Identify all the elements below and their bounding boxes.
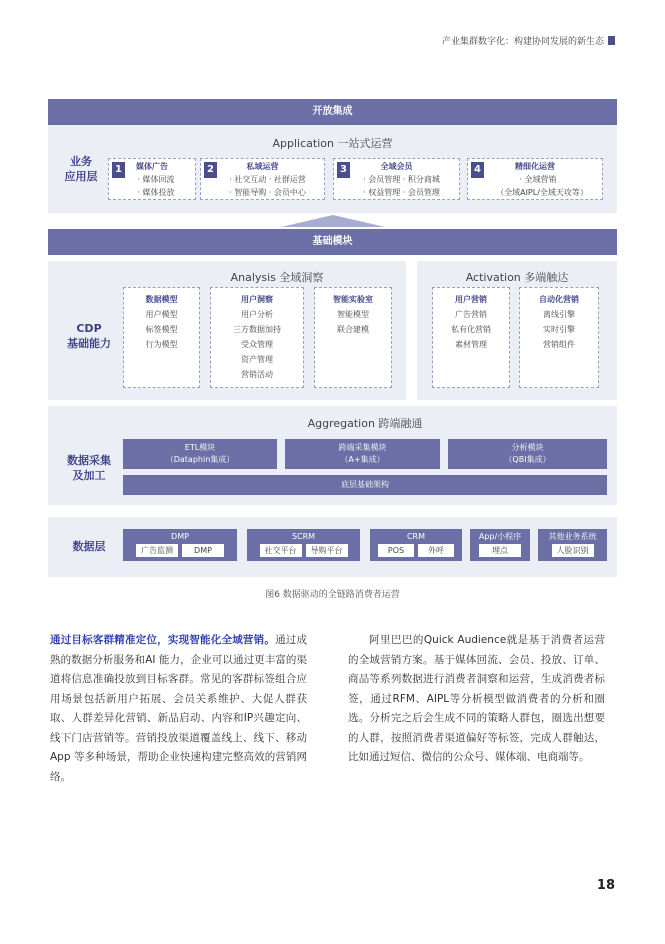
analysis-module-sub: （QBI集成）: [504, 455, 551, 464]
box-line: 三方数据加持: [233, 325, 281, 334]
app-item-number: 3: [337, 162, 350, 178]
app-item-private-domain: [200, 158, 325, 200]
cdp-layer-label-2: 基础能力: [67, 337, 111, 350]
box-line: 离线引擎: [543, 310, 575, 319]
cdp-layer-label: [56, 321, 122, 351]
app-item-title: 媒体广告: [136, 162, 168, 171]
base-infrastructure: 底层基础架构: [123, 475, 607, 495]
application-layer-label: [56, 154, 106, 184]
box-auto-marketing: [519, 287, 599, 388]
box-line: 用户模型: [145, 310, 178, 319]
base-module-bar: 基础模块: [48, 229, 617, 255]
data-box-title: DMP: [171, 532, 189, 541]
cdp-layer-label-1: CDP: [76, 322, 102, 335]
box-line: 标签模型: [145, 325, 178, 334]
data-box-crm: [370, 529, 462, 561]
app-item-line: （全域AIPL/全域天攻等）: [496, 188, 588, 197]
etl-module-title: ETL模块: [184, 443, 216, 452]
app-item-line: · 智能导购 · 会员中心: [229, 188, 306, 197]
box-line: 素材管理: [455, 340, 487, 349]
data-layer-label: 数据层: [72, 540, 106, 553]
box-line: 营销活动: [241, 370, 273, 379]
app-item-line: · 社交互动 · 社群运营: [229, 175, 306, 184]
box-title: 智能实验室: [333, 295, 373, 304]
box-line: 实时引擎: [543, 325, 575, 334]
data-box-dmp: [123, 529, 237, 561]
application-layer: [48, 125, 617, 213]
box-line: 智能模型: [337, 310, 369, 319]
app-item-line: · 媒体回流: [137, 175, 175, 184]
architecture-diagram: [48, 99, 617, 577]
arrow-up-triangle-icon: [281, 215, 385, 227]
application-layer-label-1: 业务: [70, 155, 92, 168]
etl-module: [123, 439, 277, 469]
open-integration-bar: 开放集成: [48, 99, 617, 125]
app-item-membership: [333, 158, 460, 200]
box-line: 营销组件: [543, 340, 575, 349]
page-number: 18: [596, 878, 615, 893]
box-smart-lab: [314, 287, 392, 388]
chip: 人脸识别: [552, 544, 594, 557]
data-box-title: 其他业务系统: [548, 532, 597, 541]
box-title: 用户洞察: [241, 295, 273, 304]
app-item-line: · 会员管理 · 积分商城: [363, 175, 440, 184]
chip: POS: [378, 544, 414, 557]
body-text: 通过成熟的数据分析服务和AI 能力，企业可以通过更丰富的渠道将信息准确投放到目标客群。常见的客群标签组合应用场景包括新用户拓展、会员关系维护、大促人群获取、人群差异化营销、新品启动、内容和IP兴趣定向、线下门店营销等。营销投放渠道覆盖线上、线下、移动 App 等多种场景，帮助企业快速构建完整高效的营销网络。: [50, 634, 308, 783]
box-line: 联合建模: [337, 325, 369, 334]
box-title: 数据模型: [145, 295, 178, 304]
aggregation-layer-label-2: 及加工: [72, 469, 106, 482]
chip: 外呼: [418, 544, 454, 557]
cross-collect-module-sub: （A+集成）: [340, 455, 385, 464]
box-title: 自动化营销: [539, 295, 579, 304]
app-item-number: 4: [471, 162, 484, 178]
box-data-model: [123, 287, 200, 388]
figure-caption: 图6 数据驱动的全链路消费者运营: [265, 590, 400, 600]
app-item-title: 精细化运营: [515, 162, 555, 171]
box-title: 用户营销: [455, 295, 487, 304]
box-line: 资产管理: [241, 355, 273, 364]
cross-collect-module: [285, 439, 440, 469]
cross-collect-module-title: 跨端采集模块: [338, 443, 387, 452]
app-item-line: · 媒体投放: [137, 188, 175, 197]
box-user-marketing: [432, 287, 510, 388]
application-layer-label-2: 应用层: [64, 170, 98, 183]
data-box-scrm: [247, 529, 360, 561]
chip: 导购平台: [306, 544, 348, 557]
aggregation-title: Aggregation 跨端融通: [307, 417, 423, 430]
app-item-media-ads: [108, 158, 196, 200]
data-box-title: CRM: [406, 532, 426, 541]
body-column-right: [348, 631, 605, 768]
header-square-icon: [608, 36, 615, 45]
analysis-panel: [48, 261, 406, 400]
aggregation-layer-label: [56, 453, 122, 483]
app-item-title: 全域会员: [380, 162, 413, 171]
etl-module-sub: （Dataphin集成）: [165, 455, 235, 464]
header-title: 产业集群数字化：构建协同发展的新生态: [441, 37, 604, 47]
box-line: 用户分析: [241, 310, 273, 319]
app-item-number: 1: [112, 162, 125, 178]
box-line: 行为模型: [145, 340, 178, 349]
activation-panel: [417, 261, 617, 400]
chip: 广告监测: [136, 544, 178, 557]
aggregation-layer-label-1: 数据采集: [67, 454, 111, 467]
box-line: 受众管理: [241, 340, 273, 349]
chip: DMP: [182, 544, 224, 557]
app-item-number: 2: [204, 162, 217, 178]
app-item-line: · 权益管理 · 会员管理: [363, 188, 440, 197]
chip: 社交平台: [260, 544, 302, 557]
data-layer: [48, 517, 617, 577]
box-line: 私有化营销: [451, 325, 491, 334]
box-line: 广告营销: [455, 310, 487, 319]
lead-text: 通过目标客群精准定位，实现智能化全域营销。: [50, 634, 276, 646]
body-text-right: 阿里巴巴的Quick Audience就是基于消费者运营的全域营销方案。基于媒体回流、会员、投放、订单、商品等系列数据进行消费者洞察和运营，生成消费者标签，通过RFM、AIPL等分析模型做消费者的分析和圈选。分析完之后会生成不同的策略人群包，圈选出想要的人群，按照消费者渠道偏好等标签，完成人群触达，比如通过短信、微信的公众号、媒体端、电商端等。: [348, 634, 605, 763]
analysis-module: [448, 439, 607, 469]
analysis-title: Analysis 全域洞察: [230, 271, 324, 284]
box-user-insight: [210, 287, 304, 388]
data-box-app: [470, 529, 530, 561]
activation-title: Activation 多端触达: [465, 271, 569, 284]
cdp-layer: [48, 261, 617, 406]
chip: 埋点: [479, 544, 521, 557]
app-item-refined-ops: [467, 158, 603, 200]
analysis-module-title: 分析模块: [511, 443, 544, 452]
app-item-line: · 全域营销: [519, 175, 557, 184]
chip-row: [538, 544, 607, 557]
data-box-other-systems: [538, 529, 607, 561]
app-item-title: 私域运营: [246, 162, 279, 171]
body-column-left: [50, 631, 307, 787]
chip-row: [370, 544, 462, 557]
chip-row: [470, 544, 530, 557]
chip-row: [247, 544, 360, 557]
data-box-title: App/小程序: [478, 532, 522, 541]
data-box-title: SCRM: [291, 532, 316, 541]
chip-row: [123, 544, 237, 557]
running-header: [442, 34, 615, 47]
application-title: Application 一站式运营: [272, 137, 393, 150]
aggregation-layer: [48, 406, 617, 505]
